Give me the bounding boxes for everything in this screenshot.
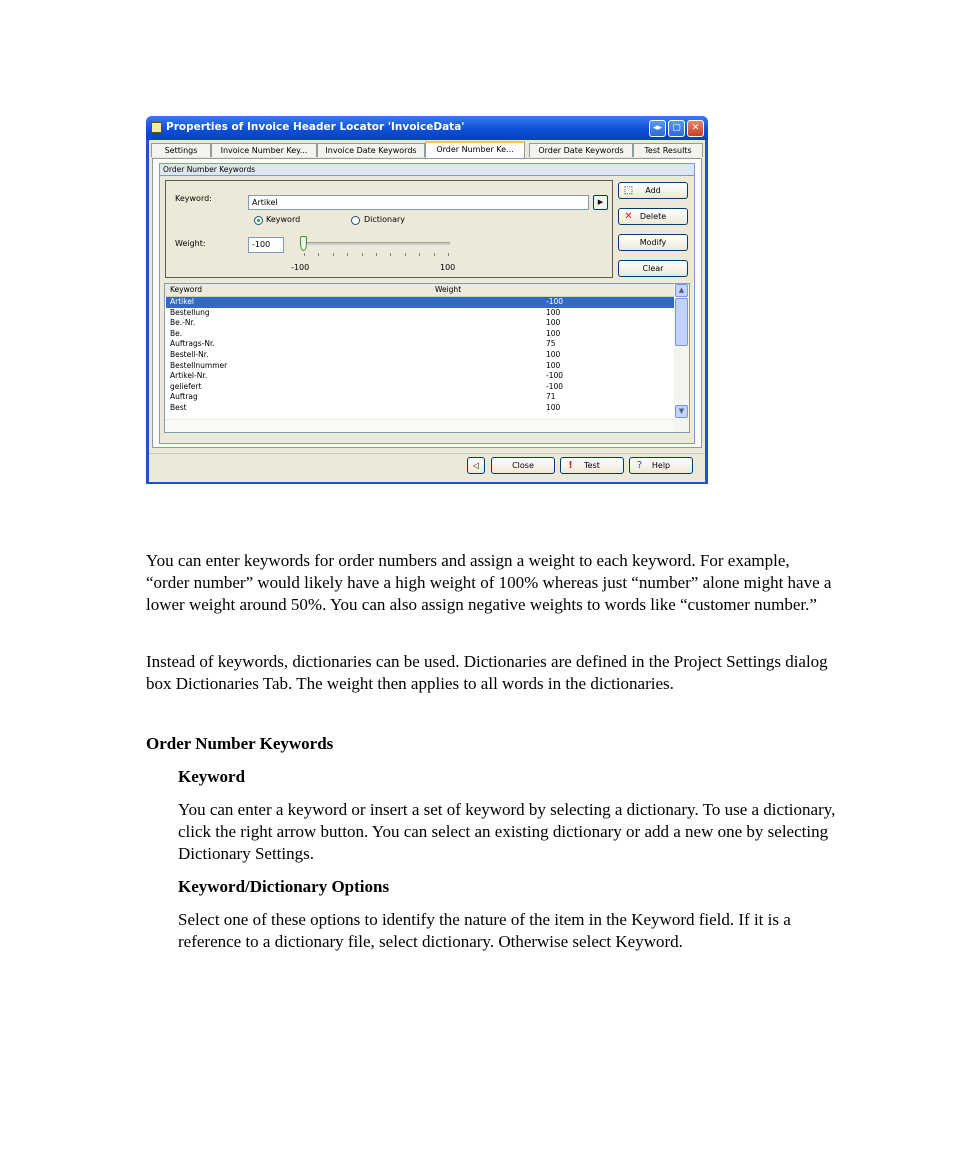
tab-page xyxy=(152,158,702,448)
row-weight: 100 xyxy=(546,360,561,370)
tab-settings[interactable]: Settings xyxy=(151,143,211,157)
radio-keyword-label: Keyword xyxy=(266,215,301,224)
add-icon: ⬚ xyxy=(623,185,634,196)
tab-invoice-number-keywords[interactable]: Invoice Number Key... xyxy=(211,143,317,157)
slider-tick xyxy=(419,253,420,256)
title-bar xyxy=(146,116,708,140)
radio-dictionary-label: Dictionary xyxy=(364,215,406,224)
test-button-label: Test xyxy=(584,461,600,470)
row-keyword: geliefert xyxy=(170,381,202,391)
col-weight-header[interactable]: Weight xyxy=(435,285,462,294)
tab-order-number-keywords[interactable]: Order Number Ke... xyxy=(425,141,525,158)
weight-slider-thumb[interactable] xyxy=(300,236,307,251)
table-row[interactable] xyxy=(166,350,675,361)
properties-dialog xyxy=(146,116,708,484)
close-icon[interactable]: ✕ xyxy=(687,120,704,137)
tab-strip xyxy=(149,142,705,158)
table-row[interactable] xyxy=(166,339,675,350)
test-button[interactable] xyxy=(560,457,624,474)
row-keyword: Be. xyxy=(170,328,183,338)
back-button[interactable] xyxy=(467,457,485,474)
close-button[interactable] xyxy=(491,457,555,474)
keyword-list[interactable] xyxy=(164,283,690,433)
row-keyword: Bestellnummer xyxy=(170,360,228,370)
heading-order-number-keywords: Order Number Keywords xyxy=(146,734,334,753)
right-arrow-icon: ▶ xyxy=(597,198,604,206)
row-weight: 100 xyxy=(546,350,561,359)
help-button[interactable] xyxy=(629,457,693,474)
radio-dictionary[interactable] xyxy=(351,216,360,225)
row-weight: -100 xyxy=(546,371,564,381)
table-row[interactable] xyxy=(166,297,675,308)
slider-max-label: 100 xyxy=(440,263,456,272)
add-button[interactable] xyxy=(618,182,688,199)
keyword-edit-box xyxy=(165,180,613,278)
group-title: Order Number Keywords xyxy=(159,163,695,176)
weight-label: Weight: xyxy=(175,239,206,248)
slider-min-label: -100 xyxy=(291,263,310,272)
tab-test-results[interactable]: Test Results xyxy=(633,143,703,157)
table-row[interactable] xyxy=(166,382,675,393)
dialog-client xyxy=(149,140,705,481)
dictionary-arrow-button[interactable] xyxy=(593,195,608,210)
slider-tick xyxy=(448,253,449,256)
table-row[interactable] xyxy=(166,371,675,382)
vertical-scrollbar[interactable] xyxy=(674,284,689,432)
table-row[interactable] xyxy=(166,403,675,414)
clear-button[interactable] xyxy=(618,260,688,277)
keyword-label: Keyword: xyxy=(175,194,212,203)
group-body xyxy=(159,176,695,444)
tab-order-date-keywords[interactable]: Order Date Keywords xyxy=(529,143,633,157)
clear-button-label: Clear xyxy=(642,264,664,273)
row-weight: 75 xyxy=(546,339,556,349)
slider-tick xyxy=(318,253,319,256)
tab-invoice-date-keywords[interactable]: Invoice Date Keywords xyxy=(317,143,425,157)
row-weight: 71 xyxy=(546,392,556,402)
row-keyword: Artikel-Nr. xyxy=(170,371,208,381)
row-weight: 100 xyxy=(546,403,561,412)
slider-tick xyxy=(333,253,334,256)
slider-tick xyxy=(376,253,377,256)
table-row[interactable] xyxy=(166,329,675,340)
slider-tick xyxy=(405,253,406,256)
row-keyword: Be.-Nr. xyxy=(170,318,196,328)
list-header xyxy=(165,284,675,297)
modify-button-label: Modify xyxy=(639,238,667,247)
back-icon: ◁ xyxy=(472,461,480,470)
row-keyword: Artikel xyxy=(170,297,195,306)
heading-keyword-dictionary-options: Keyword/Dictionary Options xyxy=(178,877,390,896)
slider-tick xyxy=(434,253,435,256)
dialog-title: Properties of Invoice Header Locator 'InvoiceData' xyxy=(166,121,465,133)
modify-button[interactable] xyxy=(618,234,688,251)
paragraph-keyword: You can enter a keyword or insert a set of keyword by selecting a dictionary. To use a dictionary, click the right arrow button. You can select an existing dictionary or add a new one by selecting Dictionary Settings. xyxy=(178,800,836,863)
row-keyword: Auftrags-Nr. xyxy=(170,339,215,349)
row-weight: 100 xyxy=(546,328,561,338)
paragraph-options: Select one of these options to identify the nature of the item in the Keyword field. If it is a reference to a dictionary file, select dictionary. Otherwise select Keyword. xyxy=(178,910,791,951)
slider-tick xyxy=(390,253,391,256)
weight-slider-track xyxy=(302,242,450,245)
col-keyword-header[interactable]: Keyword xyxy=(170,285,203,294)
scroll-up-icon[interactable]: ▲ xyxy=(675,284,688,297)
row-weight: 100 xyxy=(546,307,561,317)
row-keyword: Best xyxy=(170,403,187,412)
scroll-thumb[interactable] xyxy=(675,298,688,346)
row-weight: -100 xyxy=(546,297,564,306)
exclamation-icon: ! xyxy=(568,460,573,471)
add-button-label: Add xyxy=(645,186,661,195)
slider-tick xyxy=(347,253,348,256)
help-button-label: Help xyxy=(651,461,671,470)
table-row[interactable] xyxy=(166,318,675,329)
heading-keyword: Keyword xyxy=(178,767,246,786)
radio-keyword[interactable] xyxy=(254,216,263,225)
close-button-label: Close xyxy=(512,461,534,470)
delete-icon: ✕ xyxy=(624,211,633,222)
paragraph-dictionaries: Instead of keywords, dictionaries can be used. Dictionaries are defined in the Project Settings dialog box Dictionaries Tab. The weight then applies to all words in the dictionaries. xyxy=(146,652,828,693)
context-help-icon[interactable]: ◂▸ xyxy=(649,120,666,137)
help-icon: ? xyxy=(636,460,643,471)
delete-button-label: Delete xyxy=(639,212,667,221)
row-keyword: Bestell-Nr. xyxy=(170,350,209,359)
horizontal-scrollbar[interactable] xyxy=(165,419,674,432)
table-row[interactable] xyxy=(166,392,675,403)
table-row[interactable] xyxy=(166,308,675,319)
row-keyword: Bestellung xyxy=(170,307,210,317)
row-keyword: Auftrag xyxy=(170,392,198,402)
table-row[interactable] xyxy=(166,361,675,372)
row-weight: -100 xyxy=(546,381,564,391)
row-weight: 100 xyxy=(546,318,561,328)
slider-tick xyxy=(362,253,363,256)
app-icon xyxy=(151,122,162,133)
weight-input[interactable]: -100 xyxy=(248,237,284,253)
keyword-input[interactable]: Artikel xyxy=(248,195,589,210)
paragraph-keywords-intro: You can enter keywords for order numbers and assign a weight to each keyword. For example, “order number” would likely have a high weight of 100% whereas just “number” alone might have a lower weight around 50%. You can also assign negative weights to words like “customer number.” xyxy=(146,551,832,614)
delete-button[interactable] xyxy=(618,208,688,225)
dialog-footer xyxy=(149,453,705,482)
slider-tick xyxy=(304,253,305,256)
maximize-icon[interactable]: ▢ xyxy=(668,120,685,137)
scroll-down-icon[interactable]: ▼ xyxy=(675,405,688,418)
